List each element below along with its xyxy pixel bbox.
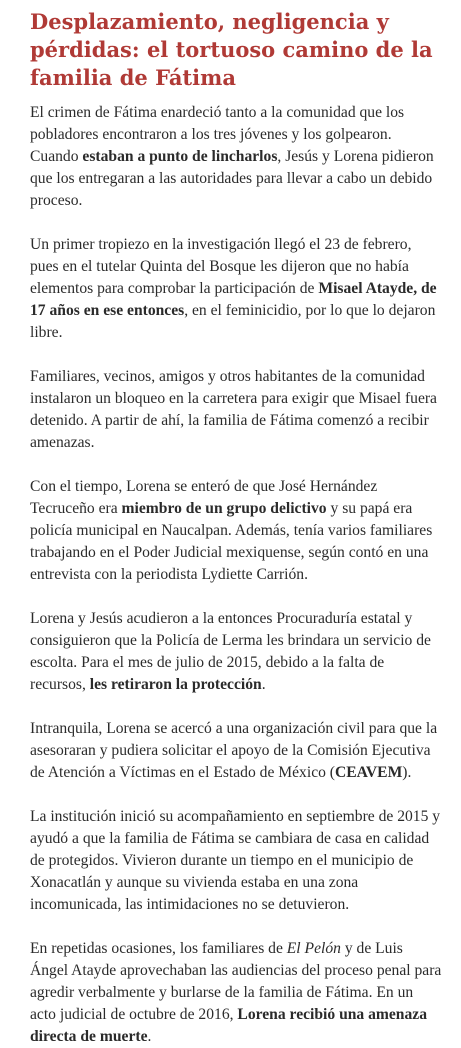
paragraph-8 <box>30 938 443 1048</box>
italic-name: El Pelón <box>286 940 341 957</box>
paragraph-6 <box>30 718 443 784</box>
paragraph-5 <box>30 608 443 696</box>
paragraph-7 <box>30 806 443 916</box>
paragraph-3 <box>30 366 443 454</box>
article-headline: Desplazamiento, negligencia y pérdidas: el tortuoso camino de la familia de Fátima <box>30 9 433 90</box>
bold-emphasis: Lorena recibió una amenaza directa de muerte <box>30 1006 427 1045</box>
paragraph-text: . <box>261 676 266 693</box>
paragraph-1 <box>30 102 443 212</box>
paragraph-text: , en el feminicidio, por lo que lo dejaron libre. <box>30 302 436 341</box>
paragraph-text: , Jesús y Lorena pidieron que los entregaran a las autoridades para llevar a cabo un debido proceso. <box>30 148 434 209</box>
bold-emphasis: les retiraron la protección <box>89 676 262 693</box>
paragraph-text: Intranquila, Lorena se acercó a una organización civil para que la asesoraran y pudiera solicitar el apoyo de la Comisión Ejecutiva de Atención a Víctimas en el Estado de México ( <box>30 720 438 781</box>
bold-emphasis: CEAVEM <box>335 764 403 781</box>
paragraph-text: Familiares, vecinos, amigos y otros habitantes de la comunidad instalaron un bloqueo en la carretera para exigir que Misael fuera detenido. A partir de ahí, la familia de Fátima comenzó a recibir amenazas. <box>30 368 437 451</box>
paragraph-2 <box>30 234 443 344</box>
paragraph-text: Un primer tropiezo en la investigación llegó el 23 de febrero, pues en el tutelar Quinta del Bosque les dijeron que no había elementos para comprobar la participación de <box>30 236 412 297</box>
bold-emphasis: miembro de un grupo delictivo <box>121 500 327 517</box>
paragraph-text: La institución inició su acompañamiento en septiembre de 2015 y ayudó a que la familia de Fátima se cambiara de casa en calidad de protegidos. Vivieron durante un tiempo en el municipio de Xonacatlán y aunque su vivienda estaba en una zona incomunicada, las intimidaciones no se detuvieron. <box>30 808 441 913</box>
paragraph-text: Con el tiempo, Lorena se enteró de que José Hernández Tecruceño era <box>30 478 378 517</box>
paragraph-text: El crimen de Fátima enardeció tanto a la comunidad que los pobladores encontraron a los tres jóvenes y los golpearon. Cuando <box>30 104 405 165</box>
paragraph-text: En repetidas ocasiones, los familiares de <box>30 940 287 957</box>
paragraph-text: ). <box>402 764 412 781</box>
paragraph-text: y de Luis Ángel Atayde aprovechaban las audiencias del proceso penal para agredir verbalmente y burlarse de la familia de Fátima. En un acto judicial de octubre de 2016, <box>30 940 442 1023</box>
paragraph-4 <box>30 476 443 586</box>
paragraph-text: y su papá era policía municipal en Naucalpan. Además, tenía varios familiares trabajando en el Poder Judicial mexiquense, según contó en una entrevista con la periodista Lydiette Carrión. <box>30 500 433 583</box>
paragraph-text: . <box>147 1028 152 1045</box>
paragraph-text: Lorena y Jesús acudieron a la entonces Procuraduría estatal y consiguieron que la Policía de Lerma les brindara un servicio de escolta. Para el mes de julio de 2015, debido a la falta de recursos, <box>30 610 431 693</box>
bold-emphasis: Misael Atayde, de 17 años en ese entonces <box>30 280 437 319</box>
bold-emphasis: estaban a punto de lincharlos <box>82 148 278 165</box>
